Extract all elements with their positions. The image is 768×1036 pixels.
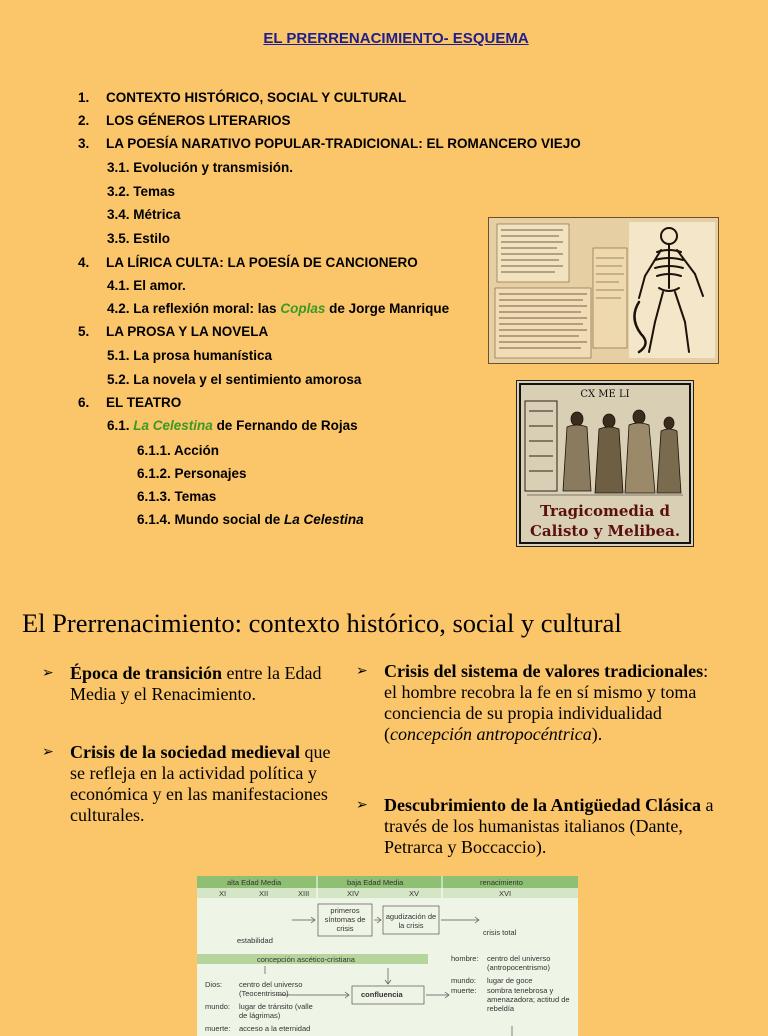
timeline-header-alta: alta Edad Media bbox=[227, 878, 282, 887]
toc-item-label: 6.1.2. Personajes bbox=[137, 466, 247, 481]
toc-item-label: LOS GÉNEROS LITERARIOS bbox=[106, 113, 291, 128]
toc-item bbox=[107, 160, 293, 176]
toc-item-highlight: Coplas bbox=[280, 301, 326, 316]
arrow-bullet-icon: ➢ bbox=[42, 665, 54, 681]
toc-item-label: 5.2. La novela y el sentimiento amorosa bbox=[107, 372, 362, 387]
bullet-text: a través de los humanistas italianos (Dante, Petrarca y Boccaccio). bbox=[384, 795, 714, 857]
toc-item-number: 2. bbox=[78, 113, 90, 128]
arrow-bullet-icon: ➢ bbox=[42, 744, 54, 760]
bullet-bold-text: Crisis de la sociedad medieval bbox=[70, 742, 300, 762]
toc-item bbox=[137, 489, 216, 505]
woodcut-caption-line2: Calisto y Melibea. bbox=[529, 522, 681, 540]
toc-item-label: LA LÍRICA CULTA: LA POESÍA DE CANCIONERO bbox=[106, 255, 418, 270]
toc-item bbox=[78, 255, 418, 271]
timeline-right-label: mundo: bbox=[451, 976, 477, 985]
toc-item-label: 3.4. Métrica bbox=[107, 207, 181, 222]
bullet-text-end: ). bbox=[591, 724, 603, 744]
toc-item bbox=[107, 418, 358, 434]
toc-item bbox=[107, 184, 175, 200]
timeline-left-value: lugar de tránsito (valle de lágrimas) bbox=[239, 1002, 313, 1020]
timeline-estabilidad: estabilidad bbox=[237, 936, 273, 945]
toc-item bbox=[107, 231, 170, 247]
bullet-bold-text: Crisis del sistema de valores tradicionales bbox=[384, 661, 704, 681]
timeline-right-label: muerte: bbox=[451, 986, 477, 995]
toc-item bbox=[78, 324, 268, 340]
toc-item-highlight: La Celestina bbox=[133, 418, 213, 433]
timeline-band-label: concepción ascético-cristiana bbox=[257, 955, 355, 964]
toc-item-number: 3. bbox=[78, 136, 90, 151]
timeline-right-value: sombra tenebrosa y amenazadora; actitud de rebeldía bbox=[487, 986, 570, 1013]
bullet-bold-text: Descubrimiento de la Antigüedad Clásica bbox=[384, 795, 702, 815]
timeline-crisis-total: crisis total bbox=[483, 928, 517, 937]
toc-item-label: 3.5. Estilo bbox=[107, 231, 171, 246]
skeleton-woodcut-image bbox=[488, 217, 719, 364]
toc-item-label: 3.2. Temas bbox=[107, 184, 176, 199]
woodcut-caption-line1: Tragicomedia d bbox=[539, 502, 671, 520]
century-label: XVI bbox=[499, 889, 512, 898]
century-label: XIV bbox=[347, 889, 360, 898]
toc-item bbox=[107, 207, 181, 223]
bullet-text: entre la Edad Media y el Renacimiento. bbox=[70, 663, 322, 704]
toc-item-label: 6.1. bbox=[107, 418, 134, 433]
bullet-epoca-transicion bbox=[42, 663, 345, 705]
toc-item-label: EL TEATRO bbox=[106, 395, 182, 410]
toc-item-label: CONTEXTO HISTÓRICO, SOCIAL Y CULTURAL bbox=[106, 90, 407, 105]
toc-item bbox=[137, 466, 247, 482]
toc-item-italic: La Celestina bbox=[284, 512, 364, 527]
toc-item bbox=[107, 348, 272, 364]
timeline-left-value: acceso a la eternidad bbox=[239, 1024, 311, 1033]
toc-item bbox=[107, 278, 186, 294]
toc-item-label: 5.1. La prosa humanística bbox=[107, 348, 273, 363]
toc-item bbox=[78, 113, 291, 129]
toc-item bbox=[78, 136, 581, 152]
timeline-confluencia: confluencia bbox=[361, 990, 403, 999]
timeline-left-value: centro del universo (Teocentrismo) bbox=[239, 980, 303, 998]
toc-item-label: 6.1.4. Mundo social de bbox=[137, 512, 285, 527]
bullet-text: : el hombre recobra la fe en sí mismo y toma conciencia de su propia individualidad ( bbox=[384, 661, 709, 744]
toc-item bbox=[107, 301, 449, 317]
timeline-left-label: mundo: bbox=[205, 1002, 231, 1011]
century-label: XII bbox=[259, 889, 269, 898]
timeline-right-value: centro del universo (antropocentrismo) bbox=[487, 954, 551, 972]
section-title: El Prerrenacimiento: contexto histórico, social y cultural bbox=[22, 608, 622, 638]
toc-item-number: 5. bbox=[78, 324, 90, 339]
toc-item bbox=[78, 395, 181, 411]
timeline-header-baja: baja Edad Media bbox=[347, 878, 404, 887]
timeline-left-label: Dios: bbox=[205, 980, 223, 989]
century-label: XI bbox=[219, 889, 227, 898]
toc-item-label: LA POESÍA NARATIVO POPULAR-TRADICIONAL: EL ROMANCERO VIEJO bbox=[106, 136, 581, 151]
toc-item-label-end: de Jorge Manrique bbox=[325, 301, 450, 316]
arrow-bullet-icon: ➢ bbox=[356, 797, 368, 813]
timeline-right-label: hombre: bbox=[451, 954, 479, 963]
toc-item-label: 6.1.1. Acción bbox=[137, 443, 220, 458]
timeline-left-label: muerte: bbox=[205, 1024, 231, 1033]
bullet-antiguedad-clasica bbox=[356, 795, 734, 858]
page-title: EL PRERRENACIMIENTO- ESQUEMA bbox=[263, 30, 529, 47]
century-label: XV bbox=[409, 889, 420, 898]
toc-item-number: 1. bbox=[78, 90, 90, 105]
arrow-bullet-icon: ➢ bbox=[356, 663, 368, 679]
timeline-header-renacimiento: renacimiento bbox=[480, 878, 523, 887]
toc-item-label: LA PROSA Y LA NOVELA bbox=[106, 324, 269, 339]
bullet-bold-text: Época de transición bbox=[70, 663, 223, 683]
toc-item-number: 4. bbox=[78, 255, 90, 270]
bullet-italic-text: concepción antropocéntrica bbox=[390, 724, 592, 744]
toc-item bbox=[107, 372, 361, 388]
woodcut-header-text: CX ME LI bbox=[580, 389, 630, 400]
toc-item bbox=[137, 443, 219, 459]
toc-item-label: 3.1. Evolución y transmisión. bbox=[107, 160, 294, 175]
toc-item-label: 6.1.3. Temas bbox=[137, 489, 217, 504]
toc-item bbox=[78, 90, 406, 106]
timeline-primeros-sintomas: primeros síntomas de crisis bbox=[324, 906, 366, 933]
timeline-agudizacion: agudización de la crisis bbox=[385, 912, 437, 930]
timeline-diagram bbox=[197, 876, 578, 1036]
toc-item-label: 4.2. La reflexión moral: las bbox=[107, 301, 281, 316]
bullet-crisis-sociedad bbox=[42, 742, 345, 826]
century-label: XIII bbox=[298, 889, 310, 898]
celestina-woodcut-image bbox=[516, 380, 694, 547]
timeline-right-value: lugar de goce bbox=[487, 976, 533, 985]
toc-item-label-end: de Fernando de Rojas bbox=[212, 418, 358, 433]
toc-item-number: 6. bbox=[78, 395, 90, 410]
bullet-crisis-valores bbox=[356, 661, 714, 745]
bullet-text: que se refleja en la actividad política y económica y en las manifestaciones culturales. bbox=[70, 742, 331, 825]
toc-item-label: 4.1. El amor. bbox=[107, 278, 186, 293]
toc-item bbox=[137, 512, 364, 528]
